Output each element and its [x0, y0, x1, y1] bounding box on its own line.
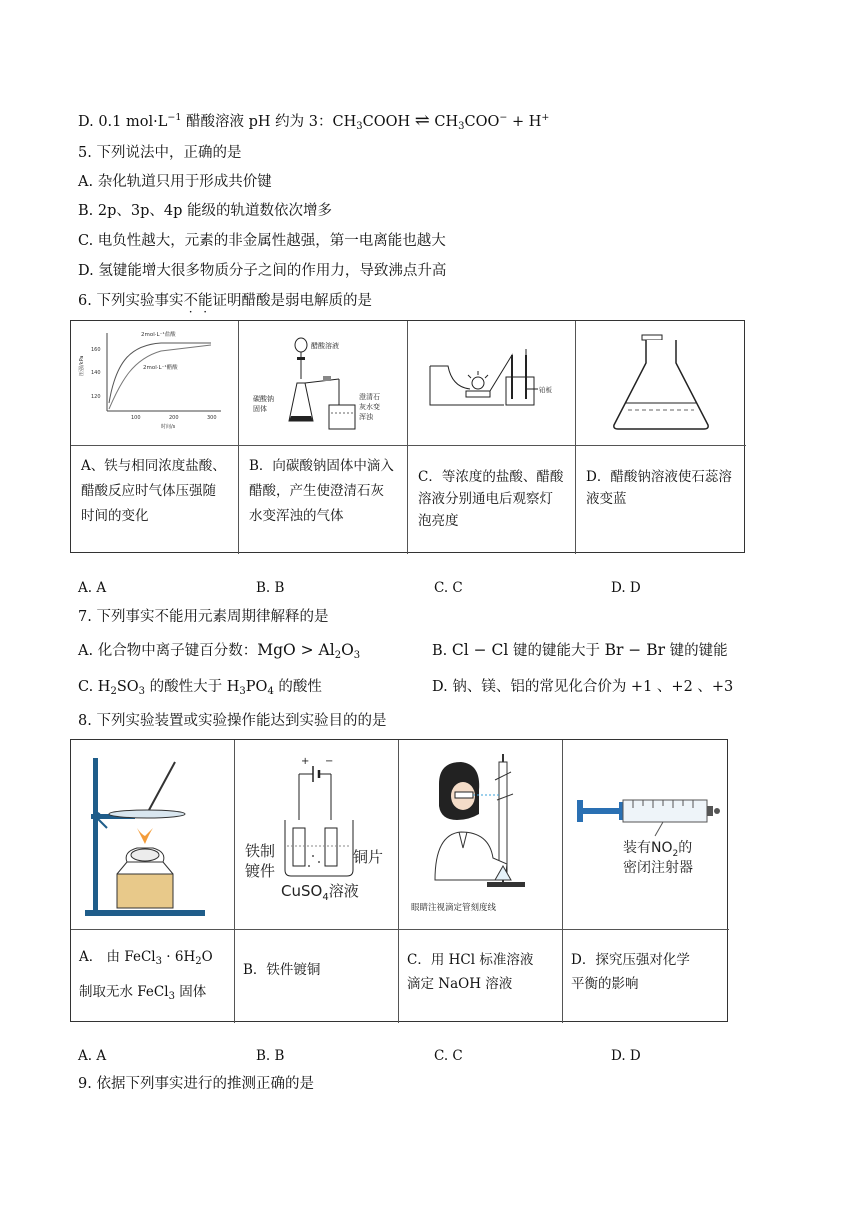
svg-text:眼睛注视滴定管刻度线: 眼睛注视滴定管刻度线	[411, 903, 497, 913]
question-9-stem: 9. 依据下列事实进行的推测正确的是	[78, 1076, 314, 1092]
question-5-option-d: D. 氢键能增大很多物质分子之间的作用力，导致沸点升高	[78, 263, 447, 279]
q6-option-b: B. B	[256, 580, 285, 596]
svg-text:铂板: 铂板	[539, 386, 552, 394]
caption-8d: D．探究压强对化学 平衡的影响	[571, 952, 690, 992]
svg-text:铁制: 铁制	[245, 842, 276, 860]
fig-8d-syringe	[563, 740, 729, 930]
question-6-stem: 6. 下列实验事实不能证明醋酸是弱电解质的是	[78, 293, 372, 309]
caption-6c: C．等浓度的盐酸、醋酸溶液分别通电后观察灯泡亮度	[408, 446, 576, 554]
svg-text:300: 300	[207, 415, 217, 421]
fig-6b-flask-apparatus	[239, 321, 408, 446]
question-5-stem: 5. 下列说法中，正确的是	[78, 145, 242, 161]
svg-text:醋酸溶液: 醋酸溶液	[311, 342, 339, 350]
svg-text:−: −	[325, 756, 334, 767]
y-axis-label: 压强/kPa	[79, 355, 85, 376]
q8-option-d: D. D	[611, 1048, 641, 1064]
svg-text:装有NO2的: 装有$NO_2$的	[623, 840, 693, 859]
fig-6c-conductivity-circuit	[408, 321, 576, 446]
svg-text:120: 120	[91, 394, 101, 400]
question-8-table	[70, 739, 728, 1022]
option-d-acetic-acid: D. 0.1 $mol\cdot L^{-1}$ 醋酸溶液 pH 约为 3：$CH_3COOH$ ⇌ $CH_3COO^- + H^+$	[78, 110, 550, 132]
svg-text:200: 200	[169, 415, 179, 421]
svg-text:CuSO4溶液: CuSO$_4$溶液	[281, 882, 359, 903]
fig-8a-evaporation-stand	[71, 740, 235, 930]
fig-8b-electroplating	[235, 740, 399, 930]
q7-option-a: A. 化合物中离子键百分数：MgO > $Al_2O_3$	[78, 641, 361, 661]
caption-8a: A． 由 FeCl$_3$ · $6H_2O$ 制取无水 FeCl$_3$ 固体	[71, 930, 235, 1023]
svg-text:铜片: 铜片	[353, 848, 384, 866]
q7-option-c: C. $H_2SO_3$ 的酸性大于 $H_3PO_4$ 的酸性	[78, 679, 322, 697]
svg-text:浑浊: 浑浊	[359, 413, 373, 421]
svg-text:+: +	[301, 756, 310, 767]
q7-option-d: D. 钠、镁、铝的常见化合价为 +1 、+2 、+3	[432, 679, 734, 695]
question-7-stem: 7. 下列事实不能用元素周期律解释的是	[78, 609, 329, 625]
fig-8c-titration	[399, 740, 563, 930]
caption-6d: D．醋酸钠溶液使石蕊溶液变蓝	[586, 469, 732, 507]
fig-6a-pressure-graph	[71, 321, 239, 446]
svg-text:140: 140	[91, 370, 101, 376]
legend-acetic: 2mol·L⁻¹醋酸	[143, 365, 178, 371]
svg-text:固体: 固体	[253, 405, 267, 413]
svg-text:澄清石: 澄清石	[359, 393, 380, 401]
legend-hcl: 2mol·L⁻¹盐酸	[141, 332, 176, 338]
svg-text:密闭注射器: 密闭注射器	[623, 860, 693, 876]
question-8-options	[78, 1048, 798, 1068]
caption-8b: B．铁件镀铜	[235, 930, 399, 1023]
q7-option-b: B. Cl − Cl 键的键能大于 Br − Br 键的键能	[432, 641, 728, 659]
question-5-option-c: C. 电负性越大，元素的非金属性越强，第一电离能也越大	[78, 233, 446, 249]
question-5-option-b: B. 2p、3p、4p 能级的轨道数依次增多	[78, 203, 333, 219]
q8-option-a: A. A	[78, 1048, 107, 1064]
q6-option-c: C. C	[434, 580, 463, 596]
fig-6d-erlenmeyer-flask	[576, 321, 746, 446]
q6-option-a: A. A	[78, 580, 107, 596]
caption-8c: C．用 HCl 标准溶液 滴定 NaOH 溶液	[399, 930, 563, 1023]
svg-text:灰水变: 灰水变	[359, 403, 380, 411]
q8-option-b: B. B	[256, 1048, 285, 1064]
x-axis-label: 时间/s	[161, 424, 176, 430]
caption-6a: A、铁与相同浓度盐酸、醋酸反应时气体压强随时间的变化	[71, 446, 239, 554]
equilibrium-arrow: ⇌	[414, 110, 430, 131]
question-8-stem: 8. 下列实验装置或实验操作能达到实验目的的是	[78, 713, 387, 729]
svg-text:100: 100	[131, 415, 141, 421]
svg-text:160: 160	[91, 347, 101, 353]
question-6-options	[78, 580, 798, 600]
question-5-option-a: A. 杂化轨道只用于形成共价键	[78, 174, 272, 190]
svg-text:镀件: 镀件	[245, 862, 276, 880]
q6-option-d: D. D	[611, 580, 641, 596]
q8-option-c: C. C	[434, 1048, 463, 1064]
caption-6b: B．向碳酸钠固体中滴入醋酸，产生使澄清石灰水变浑浊的气体	[239, 446, 408, 554]
question-6-table	[70, 320, 745, 553]
svg-text:碳酸钠: 碳酸钠	[253, 395, 274, 403]
